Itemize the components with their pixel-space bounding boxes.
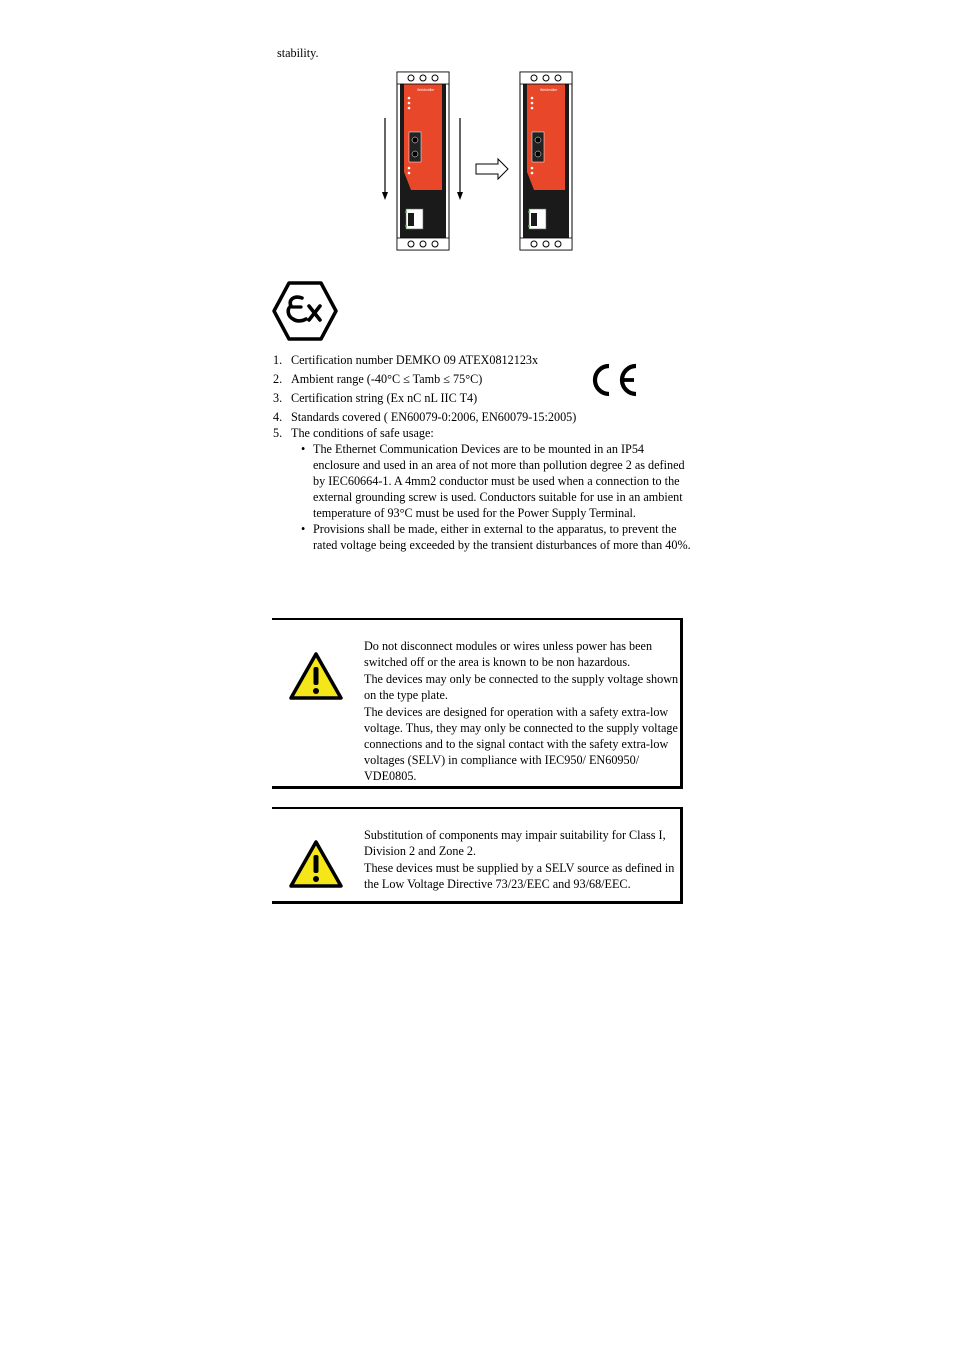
safe-usage-conditions (273, 441, 693, 553)
mounting-arrow-left (382, 118, 388, 200)
bullet-dot-icon: • (301, 522, 306, 536)
device-before (397, 72, 449, 250)
mounting-arrow-right (457, 118, 463, 200)
intro-text: stability. (277, 46, 319, 60)
transition-arrow (476, 159, 508, 179)
list-item: 3. Certification string (Ex nC nL IIC T4) (273, 391, 478, 405)
bullet-dot-icon: • (301, 442, 306, 456)
warning-triangle-icon (288, 651, 344, 701)
warning-box-power (272, 618, 683, 789)
ex-atex-logo (272, 281, 338, 341)
warning-text: Substitution of components may impair suitability for Class I, Division 2 and Zone 2. These devices must be supplied by a SELV source as defined in the Low Voltage Directive 73/23/EEC and 93/68/EEC. (364, 828, 675, 891)
warning-box-substitution (272, 807, 683, 904)
warning-triangle-icon (288, 839, 344, 889)
bullet-item: • The Ethernet Communication Devices are to be mounted in an IP54 enclosure and used in an area of not more than pollution degree 2 as defined by IEC60664-1. A 4mm2 conductor must be used when a connection to the external grounding screw is used. Conductors suitable for use in an ambient temperature of 93°C must be used for the Power Supply Terminal. (301, 442, 685, 520)
list-item: 4. Standards covered ( EN60079-0:2006, EN60079-15:2005) (273, 410, 577, 424)
device-after (520, 72, 572, 250)
svg-text:Weidmüller: Weidmüller (540, 88, 558, 92)
svg-text:Weidmüller: Weidmüller (417, 88, 435, 92)
bullet-item: • Provisions shall be made, either in external to the apparatus, to prevent the rated voltage being exceeded by the transient disturbances of more than 40%. (301, 522, 691, 552)
list-item: 5. The conditions of safe usage: (273, 426, 434, 440)
list-item: 2. Ambient range (-40°C ≤ Tamb ≤ 75°C) (273, 372, 483, 386)
list-item: 1. Certification number DEMKO 09 ATEX0812123x (273, 353, 539, 367)
warning-text: Do not disconnect modules or wires unless power has been switched off or the area is known to be non hazardous. The devices may only be connected to the supply voltage shown on the type plate. The devices are designed for operation with a safety extra-low voltage. Thus, they may only be connected to the supply voltage connections and to the signal contact with the safety extra-low voltages (SELV) in compliance with IEC950/ EN60950/ VDE0805. (364, 639, 679, 783)
device-mounting-figure (380, 70, 580, 255)
certification-list (273, 352, 693, 553)
